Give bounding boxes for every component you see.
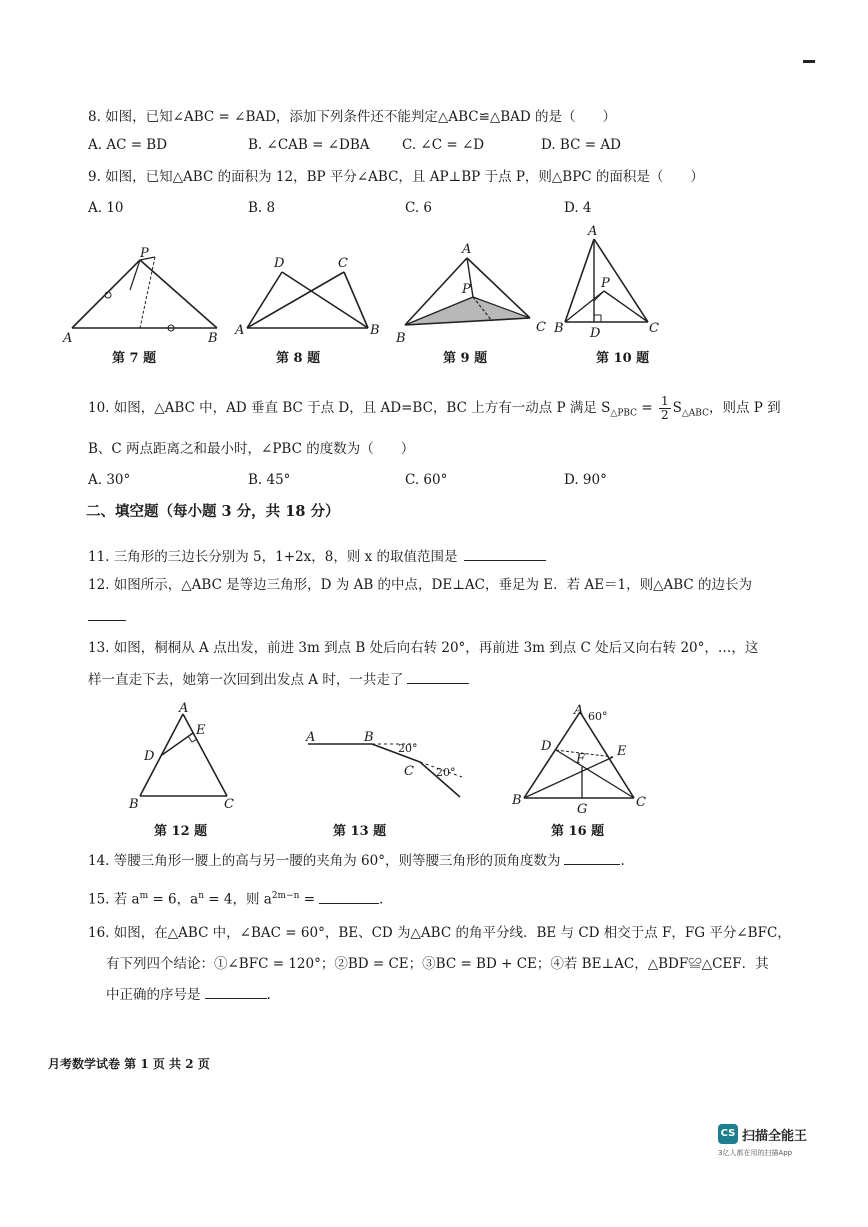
page-footer: 月考数学试卷 第 1 页 共 2 页 xyxy=(48,1057,210,1071)
fig16-label-e: E xyxy=(617,744,627,759)
fig16-angle: 60° xyxy=(588,710,608,723)
q8-option-a: A. AC = BD xyxy=(88,137,168,153)
fig16-label-g: G xyxy=(577,802,588,817)
fig8-label-b: B xyxy=(370,323,380,338)
q10-frac-den: 2 xyxy=(660,408,669,422)
fig13-label-b: B xyxy=(364,730,374,745)
q15-part-c: = 4，则 a xyxy=(204,891,272,908)
section-2-title: 二、填空题（每小题 3 分，共 18 分） xyxy=(86,503,340,520)
fig12-label-d: D xyxy=(144,749,155,764)
figures-row-1 xyxy=(60,225,740,350)
fig8-label-c: C xyxy=(338,256,348,271)
q16-line2: 有下列四个结论：①∠BFC = 120°；②BD = CE；③BC = BD + CE；④若 BE⊥AC，△BDF≌△CEF．其 xyxy=(106,956,769,972)
q8-stem: 8. 如图，已知∠ABC = ∠BAD，添加下列条件还不能判定△ABC≌△BAD 的是（ ） xyxy=(88,109,617,125)
fig13-diagram xyxy=(305,730,462,797)
q10-eq: = xyxy=(637,400,657,416)
caption-fig13: 第 13 题 xyxy=(333,824,387,839)
fig10-label-p: P xyxy=(601,276,610,291)
q10-line1-text-c: ，则点 P 到 xyxy=(708,400,781,416)
q15-sup-n: n xyxy=(198,891,204,901)
fig12-label-c: C xyxy=(224,797,234,812)
caption-fig8: 第 8 题 xyxy=(276,351,321,366)
q15-part-a: 15. 若 a xyxy=(88,891,140,908)
fig10-label-c: C xyxy=(649,321,659,336)
fig13-label-a: A xyxy=(306,730,316,745)
fig12-label-a: A xyxy=(179,701,189,716)
fig16-label-d: D xyxy=(541,739,552,754)
q11-answer-blank xyxy=(464,548,546,561)
q15-text: 15. 若 $a^m = 6$，$a^n = 4$，则 $a^{2m-n}$ = . xyxy=(88,891,384,908)
q11-stem: 11. 三角形的三边长分别为 5，1+2x，8，则 x 的取值范围是 xyxy=(88,549,458,565)
q15-answer-blank xyxy=(319,891,379,904)
caption-fig10: 第 10 题 xyxy=(596,351,650,366)
q13-stem: 样一直走下去，她第一次回到出发点 A 时，一共走了 xyxy=(88,672,404,688)
fig9-label-b: B xyxy=(396,331,406,346)
fig10-label-b: B xyxy=(554,321,564,336)
caption-fig12: 第 12 题 xyxy=(154,824,208,839)
q13-line2 xyxy=(88,671,469,689)
fig7-diagram xyxy=(62,246,218,346)
q13-answer-blank xyxy=(407,671,469,684)
q10-fraction xyxy=(659,395,671,422)
fig7-label-p: P xyxy=(140,246,149,261)
figures-row-2 xyxy=(120,700,660,820)
fig16-label-a: A xyxy=(574,703,584,718)
logo-name: 扫描全能王 xyxy=(742,1129,808,1144)
q10-option-b: B. 45° xyxy=(248,472,291,488)
q10-line1-text-b: S xyxy=(672,400,682,416)
q9-option-d: D. 4 xyxy=(564,200,592,216)
q16-stem: 中正确的序号是 xyxy=(106,987,201,1003)
fig16-label-c: C xyxy=(636,795,646,810)
caption-fig16: 第 16 题 xyxy=(551,824,605,839)
fig13-angle-1: 20° xyxy=(398,742,418,755)
q8-option-c: C. ∠C = ∠D xyxy=(402,137,485,153)
q14-text: 14. 等腰三角形一腰上的高与另一腰的夹角为 60°，则等腰三角形的顶角度数为 . xyxy=(88,853,625,869)
logo-subtitle: 3亿人都在用的扫描App xyxy=(718,1149,793,1157)
q10-option-a: A. 30° xyxy=(88,472,131,488)
q10-line2: B、C 两点距离之和最小时，∠PBC 的度数为（ ） xyxy=(88,441,415,457)
q15-sup-exp: 2m−n xyxy=(271,891,300,901)
q13-line1: 13. 如图，桐桐从 A 点出发，前进 3m 到点 B 处后向右转 20°，再前进 3m 到点 C 处后又向右转 20°，…，这 xyxy=(88,640,759,656)
q11-text xyxy=(88,548,546,566)
fig9-diagram xyxy=(395,242,546,346)
fig16-label-b: B xyxy=(512,793,522,808)
fig12-label-e: E xyxy=(196,723,206,738)
fig13-angle-2: 20° xyxy=(436,766,456,779)
fig12-label-b: B xyxy=(129,797,139,812)
q10-frac-num: 1 xyxy=(660,394,669,408)
fig10-diagram xyxy=(553,225,659,341)
q9-option-c: C. 6 xyxy=(405,200,433,216)
q10-line1-text-a: 10. 如图，△ABC 中，AD 垂直 BC 于点 D，且 AD=BC，BC 上方有一动点 P 满足 S xyxy=(88,400,611,416)
q15-sup-m: m xyxy=(139,891,149,901)
caption-fig9: 第 9 题 xyxy=(443,351,488,366)
q10-option-d: D. 90° xyxy=(564,472,607,488)
q12-answer-blank xyxy=(88,620,126,621)
q9-stem: 9. 如图，已知△ABC 的面积为 12，BP 平分∠ABC，且 AP⊥BP 于点 P，则△BPC 的面积是（ ） xyxy=(88,169,704,185)
q9-option-b: B. 8 xyxy=(248,200,276,216)
q10-sub-abc: △ABC xyxy=(681,408,709,419)
fig9-label-c: C xyxy=(536,320,546,335)
fig8-diagram xyxy=(234,256,380,338)
fig16-diagram xyxy=(511,703,646,817)
cs-logo-icon: CS xyxy=(718,1124,738,1144)
q14-answer-blank xyxy=(564,852,620,865)
fig8-label-d: D xyxy=(274,256,285,271)
q10-line1 xyxy=(88,395,781,423)
scanner-logo xyxy=(718,1124,814,1160)
fig10-label-d: D xyxy=(590,326,601,341)
fig9-label-a: A xyxy=(462,242,472,257)
fig8-label-a: A xyxy=(235,323,245,338)
q12-text: 12. 如图所示，△ABC 是等边三角形，D 为 AB 的中点，DE⊥AC，垂足为 E．若 AE＝1，则△ABC 的边长为 xyxy=(88,577,753,593)
q9-option-a: A. 10 xyxy=(88,200,124,216)
q16-answer-blank xyxy=(205,986,267,999)
fig13-label-c: C xyxy=(404,764,414,779)
fig12-diagram xyxy=(128,701,234,812)
q15-part-d: = xyxy=(299,891,316,908)
fig7-label-b: B xyxy=(208,331,218,346)
q8-option-b: B. ∠CAB = ∠DBA xyxy=(248,137,370,153)
fig16-label-f: F xyxy=(576,752,586,767)
fig9-label-p: P xyxy=(462,282,471,297)
fig10-label-a: A xyxy=(588,225,598,239)
scan-mark xyxy=(803,60,815,63)
q8-option-d: D. BC = AD xyxy=(541,137,621,153)
caption-fig7: 第 7 题 xyxy=(112,351,157,366)
fig7-label-a: A xyxy=(63,331,73,346)
q16-line3: 中正确的序号是 . xyxy=(106,987,271,1003)
q16-line1: 16. 如图，在△ABC 中，∠BAC = 60°，BE、CD 为△ABC 的角平分线．BE 与 CD 相交于点 F，FG 平分∠BFC， xyxy=(88,925,791,941)
q10-option-c: C. 60° xyxy=(405,472,448,488)
q15-part-b: = 6，a xyxy=(148,891,199,908)
q14-stem: 14. 等腰三角形一腰上的高与另一腰的夹角为 60°，则等腰三角形的顶角度数为 xyxy=(88,853,561,869)
q10-sub-pbc: △PBC xyxy=(610,408,638,419)
